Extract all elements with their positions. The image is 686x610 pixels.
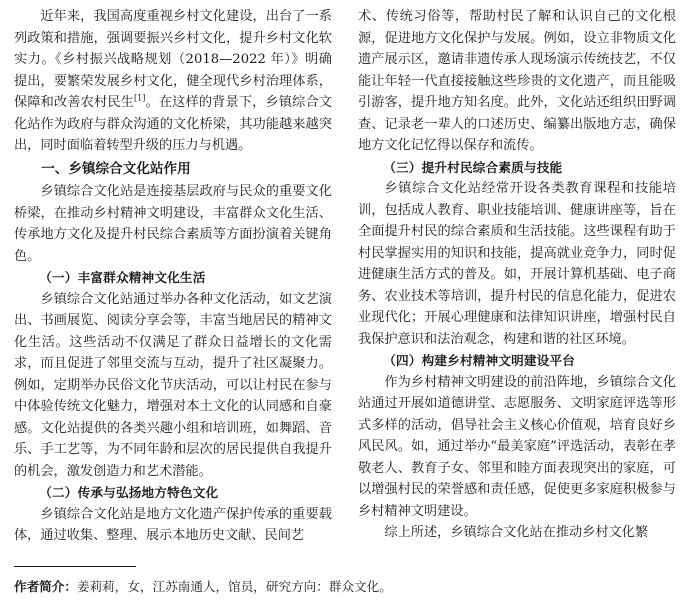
skills-paragraph: 乡镇综合文化站经常开设各类教育课程和技能培训，包括成人教育、职业技能培训、健康讲座等，旨在全面提升村民的综合素质和生活技能。这些课程有助于村民掌握实用的知识和技能，提高就业竞争力，同时促进健康生活方式的普及。如，开展计算机基础、电子商务、农业技术等培训，提升村民的信息化能力，促进农业现代化；开展心理健康和法律知识讲座，增强村民自我保护意识和法治观念，构建和谐的社区环境。 <box>358 181 676 347</box>
intro-text: 近年来，我国高度重视乡村文化建设，出台了一系列政策和措施，强调要振兴乡村文化，提升乡村文化软实力。《乡村振兴战略规划（2018—2022 年）》明确提出，要繁荣发展乡村文化，健全现代乡村治理体系，保障和改善农村民生 <box>14 9 332 110</box>
left-column <box>14 6 332 547</box>
intro-paragraph <box>14 6 332 157</box>
footnote-divider <box>14 566 136 567</box>
summary-paragraph: 综上所述，乡镇综合文化站在推动乡村文化繁 <box>384 525 649 540</box>
heritage-paragraph-cont: 术、传统习俗等，帮助村民了解和认识自己的文化根源，促进地方文化保护与发展。例如，设立非物质文化遗产展示区，邀请非遗传承人现场演示传统技艺，不仅能让年轻一代直接接触这些珍贵的文化遗产，而且能吸引游客，提升地方知名度。此外，文化站还组织田野调查、记录老一辈人的口述历史、编纂出版地方志，确保地方文化记忆得以保存和流传。 <box>358 9 676 153</box>
citation-ref[interactable]: [1] <box>134 93 146 103</box>
heritage-paragraph: 乡镇综合文化站是地方文化遗产保护传承的重要载体，通过收集、整理、展示本地历史文献、民间艺 <box>14 506 332 543</box>
enrich-culture-paragraph: 乡镇综合文化站通过举办各种文化活动，如文艺演出、书画展览、阅读分享会等，丰富当地居民的精神文化生活。这些活动不仅满足了群众日益增长的文化需求，而且促进了邻里交流与互动，提升了社区凝聚力。例如，定期举办民俗文化节庆活动，可以让村民在参与中体验传统文化魅力，增强对本土文化的认同感和自豪感。文化站提供的各类兴趣小组和培训班，如舞蹈、音乐、手工艺等，为不同年龄和层次的居民提供自我提升的机会，激发创造力和艺术潜能。 <box>14 291 332 479</box>
section-intro-paragraph: 乡镇综合文化站是连接基层政府与民众的重要文化桥梁，在推动乡村精神文明建设，丰富群众文化生活、传承地方文化及提升村民综合素质等方面扮演着关键角色。 <box>14 184 332 264</box>
intro-tail: 。在这样的背景下，乡镇综合文化站作为政府与群众沟通的文化桥梁，其功能越来越突出，同时面临着转型升级的压力与机遇。 <box>14 95 333 153</box>
right-column <box>358 6 676 544</box>
author-info: 姜莉莉，女，江苏南通人，馆员，研究方向：群众文化。 <box>76 579 392 594</box>
subheading-enrich-culture: （一）丰富群众精神文化生活 <box>39 270 206 285</box>
civilization-paragraph: 作为乡村精神文明建设的前沿阵地，乡镇综合文化站通过开展如道德讲堂、志愿服务、文明家庭评选等形式多样的活动，倡导社会主义核心价值观，培育良好乡风民风。如，通过举办“最美家庭”评选活动，表彰在孝敬老人、教育子女、邻里和睦方面表现突出的家庭，可以增强村民的荣誉感和责任感，促使更多家庭积极参与乡村精神文明建设。 <box>358 374 676 519</box>
subheading-civilization: （四）构建乡村精神文明建设平台 <box>383 353 576 368</box>
subheading-heritage: （二）传承与弘扬地方特色文化 <box>39 485 219 500</box>
author-label: 作者简介： <box>14 579 77 594</box>
section-heading-roles: 一、乡镇综合文化站作用 <box>41 160 191 177</box>
author-footnote <box>14 578 392 596</box>
subheading-skills: （三）提升村民综合素质与技能 <box>383 159 563 175</box>
